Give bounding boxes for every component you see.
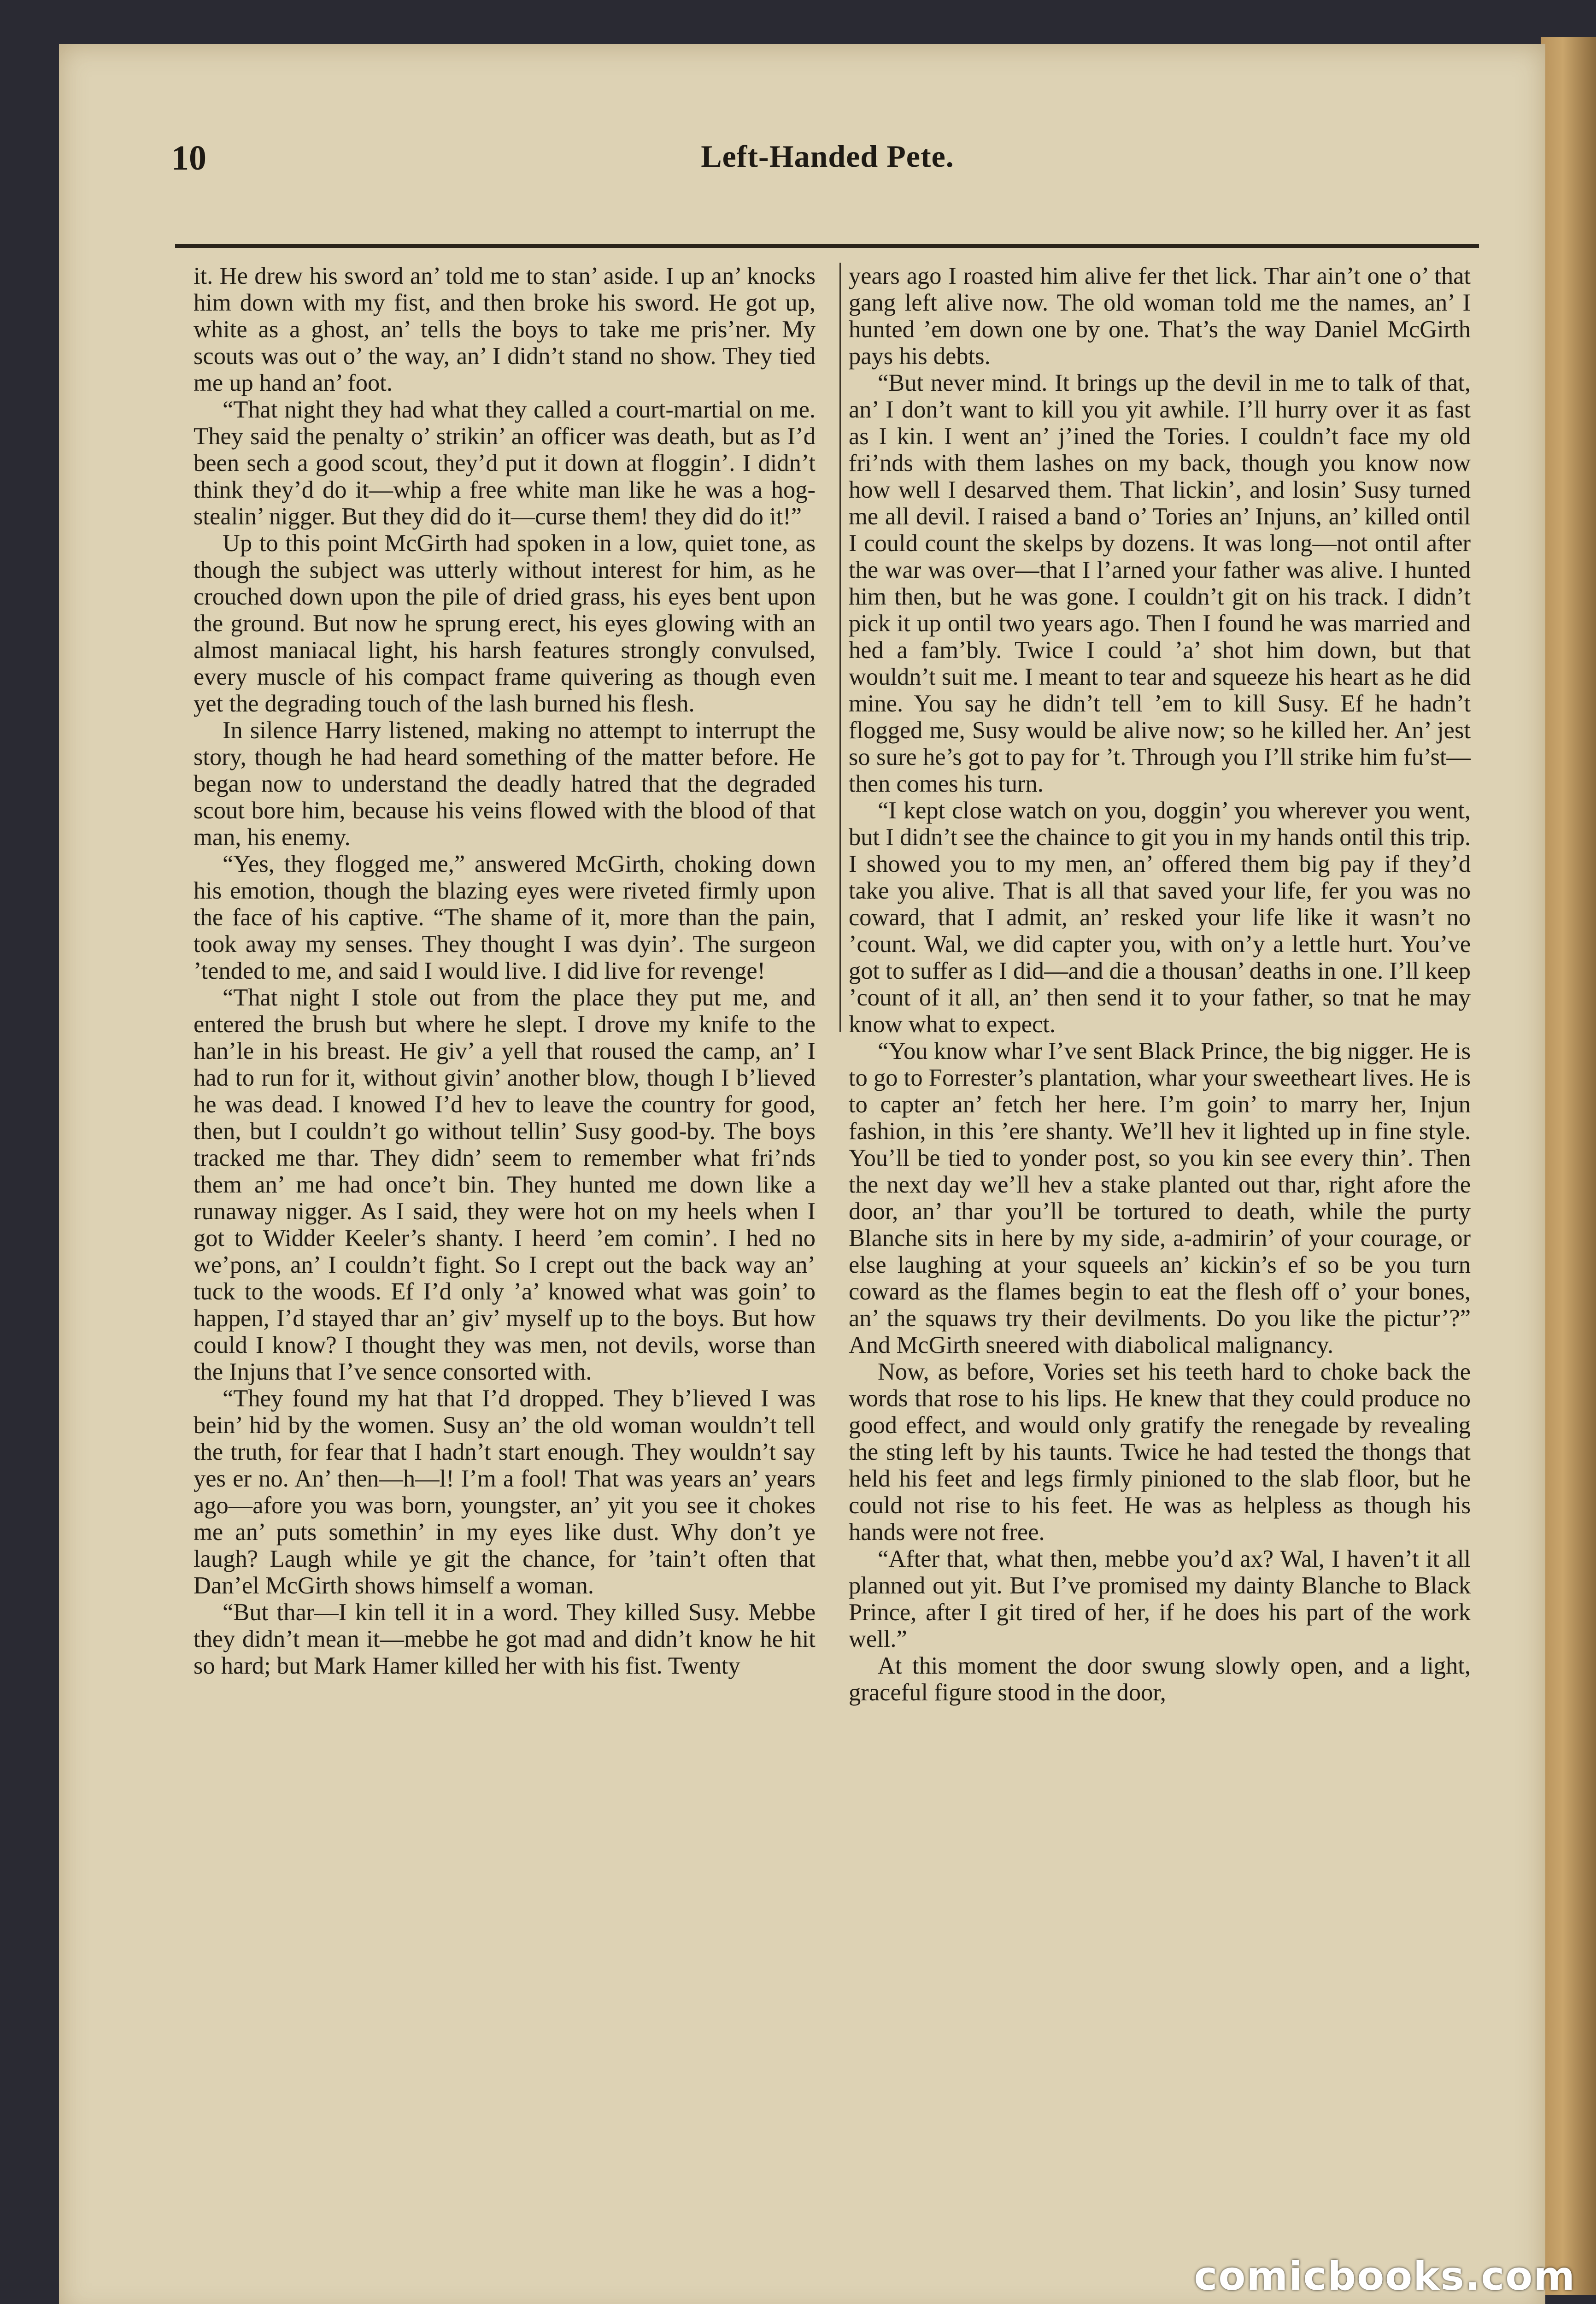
book-spine-edge (1541, 37, 1596, 2295)
paragraph: years ago I roasted him alive fer thet lick. Thar ain’t one o’ that gang left alive now. The old woman told me the names, an’ I hunted ’em down one by one. That’s the way Daniel McGirth pays his debts. (849, 263, 1471, 370)
paragraph: Now, as before, Vories set his teeth hard to choke back the words that rose to his lips. He knew that they could produce no good effect, and would only gratify the renegade by revealing the sting left by his taunts. Twice he had tested the thongs that held his feet and legs firmly pinioned to the slab floor, but he could not rise to his feet. He was as helpless as though his hands were not free. (849, 1358, 1471, 1546)
paragraph: it. He drew his sword an’ told me to stan’ aside. I up an’ knocks him down with my fist, and then broke his sword. He got up, white as a ghost, an’ tells the boys to take me pris’ner. My scouts was out o’ the way, an’ I didn’t stand no show. They tied me up hand an’ foot. (194, 263, 816, 396)
header-rule (175, 244, 1479, 248)
paragraph: “That night I stole out from the place they put me, and entered the brush but where he slept. I drove my knife to the han’le in his breast. He giv’ a yell that roused the camp, an’ I had to run for it, without givin’ another blow, though I b’lieved he was dead. I knowed I’d hev to leave the country for good, then, but I couldn’t go without tellin’ Susy good-by. The boys tracked me thar. They didn’ seem to remember what fri’nds them an’ me had once’t bin. They hunted me down like a runaway nigger. As I said, they were hot on my heels when I got to Widder Keeler’s shanty. I heerd ’em comin’. I hed no we’pons, an’ I couldn’t fight. So I crept out the back way an’ tuck to the woods. Ef I’d only ’a’ knowed what was goin’ to happen, I’d stayed thar an’ giv’ myself up to the boys. But how could I know? I thought they was men, not devils, worse than the Injuns that I’ve sence consorted with. (194, 984, 816, 1385)
paragraph: “After that, what then, mebbe you’d ax? Wal, I haven’t it all planned out yit. But I’ve promised my dainty Blanche to Black Prince, after I git tired of her, if he does his part of the work well.” (849, 1546, 1471, 1652)
paragraph: “They found my hat that I’d dropped. They b’lieved I was bein’ hid by the women. Susy an’ the old woman wouldn’t tell the truth, for fear that I hadn’t start enough. They wouldn’t say yes er no. An’ then—h—l! I’m a fool! That was years an’ years ago—afore you was born, youngster, an’ yit you see it chokes me an’ puts somethin’ in my eyes like dust. Why don’t ye laugh? Laugh while ye git the chance, for ’tain’t often that Dan’el McGirth shows himself a woman. (194, 1385, 816, 1599)
paragraph: “But thar—I kin tell it in a word. They killed Susy. Mebbe they didn’t mean it—mebbe he got mad and didn’t know he hit so hard; but Mark Hamer killed her with his fist. Twenty (194, 1599, 816, 1679)
column-divider (839, 263, 841, 1032)
page-header (171, 138, 1484, 194)
running-head: Left-Handed Pete. (701, 139, 954, 174)
text-column-left (194, 263, 816, 2184)
paragraph: “That night they had what they called a court-martial on me. They said the penalty o’ strikin’ an officer was death, but as I’d been sech a good scout, they’d put it down at floggin’. I didn’t think they’d do it—whip a free white man like he was a hog-stealin’ nigger. But they did do it—curse them! they did do it!” (194, 396, 816, 530)
page-number: 10 (171, 139, 206, 177)
paragraph: “I kept close watch on you, doggin’ you wherever you went, but I didn’t see the chaince to git you in my hands ontil this trip. I showed you to my men, an’ offered them big pay if they’d take you alive. That is all that saved your life, fer you was no coward, that I admit, an’ resked your life like it wasn’t no ’count. Wal, we did capter you, with on’y a lettle hurt. You’ve got to suffer as I did—and die a thousan’ deaths in one. I’ll keep ’count of it all, an’ then send it to your father, so tnat he may know what to expect. (849, 797, 1471, 1038)
paragraph: “Yes, they flogged me,” answered McGirth, choking down his emotion, though the blazing eyes were riveted firmly upon the face of his captive. “The shame of it, more than the pain, took away my senses. They thought I was dyin’. The surgeon ’tended to me, and said I would live. I did live for revenge! (194, 851, 816, 984)
paragraph: “But never mind. It brings up the devil in me to talk of that, an’ I don’t want to kill you yit awhile. I’ll hurry over it as fast as I kin. I went an’ j’ined the Tories. I couldn’t face my old fri’nds with them lashes on my back, though you know now how well I desarved them. That lickin’, and losin’ Susy turned me all devil. I raised a band o’ Tories an’ Injuns, an’ killed ontil I could count the skelps by dozens. It was long—not ontil after the war was over—that I l’arned your father was alive. I hunted him then, but he was gone. I couldn’t git on his track. I didn’t pick it up ontil two years ago. Then I found he was married and hed a fam’bly. Twice I could ’a’ shot him down, but that wouldn’t suit me. I meant to tear and squeeze his heart as he did mine. You say he didn’t tell ’em to kill Susy. Ef he hadn’t flogged me, Susy would be alive now; so he killed her. An’ jest so sure he’s got to pay for ’t. Through you I’ll strike him fu’st—then comes his turn. (849, 370, 1471, 797)
source-watermark: comicbooks.com (1194, 2253, 1576, 2299)
paragraph: In silence Harry listened, making no attempt to interrupt the story, though he had heard something of the matter before. He began now to understand the deadly hatred that the degraded scout bore him, because his veins flowed with the blood of that man, his enemy. (194, 717, 816, 851)
paragraph: Up to this point McGirth had spoken in a low, quiet tone, as though the subject was utterly without interest for him, as he crouched down upon the pile of dried grass, his eyes bent upon the ground. But now he sprung erect, his eyes glowing with an almost maniacal light, his harsh features strongly convulsed, every muscle of his compact frame quivering as though even yet the degrading touch of the lash burned his flesh. (194, 530, 816, 717)
paragraph: “You know whar I’ve sent Black Prince, the big nigger. He is to go to Forrester’s plantation, whar your sweetheart lives. He is to capter an’ fetch her here. I’m goin’ to marry her, Injun fashion, in this ’ere shanty. We’ll hev it lighted up in fine style. You’ll be tied to yonder post, so you kin see every thin’. Then the next day we’ll hev a stake planted out thar, right afore the door, an’ thar you’ll be tortured to death, while the purty Blanche sits in here by my side, a-admirin’ of your courage, or else laughing at your squeels an’ kickin’s ef so be you turn coward as the flames begin to eat the flesh off o’ your bones, an’ the squaws try their devilments. Do you like the pictur’?” And McGirth sneered with diabolical malignancy. (849, 1038, 1471, 1358)
paragraph: At this moment the door swung slowly open, and a light, graceful figure stood in the door, (849, 1652, 1471, 1706)
text-column-right (849, 263, 1471, 2184)
